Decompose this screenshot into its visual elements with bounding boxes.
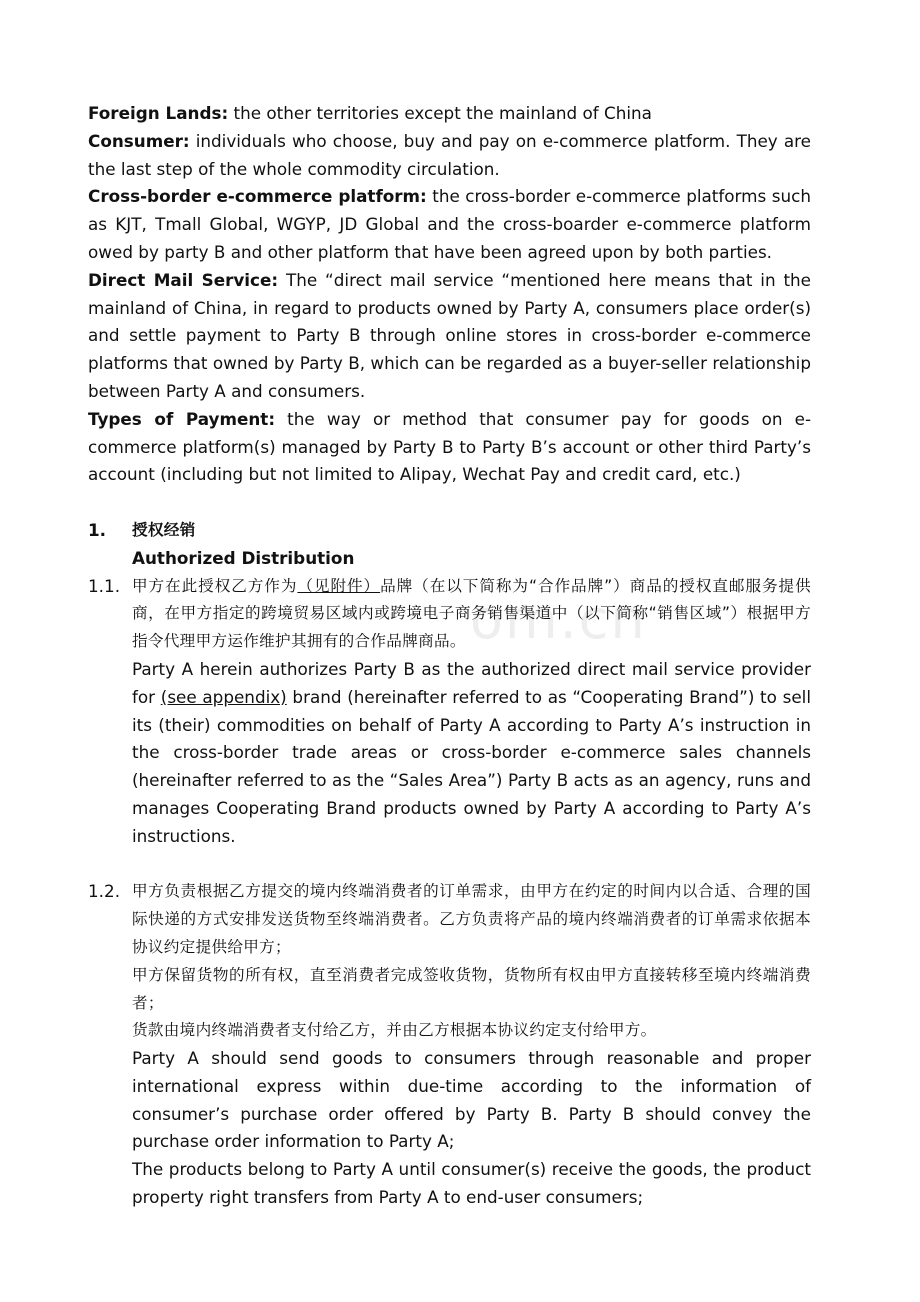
- definition-text: the cross-border e-commerce platforms such as KJT, Tmall Global, WGYP, JD Global and the cross-boarder e-commerce platform owed by party B and other platform that have been agreed upon by both parties.: [88, 186, 811, 262]
- clause-number: 1.2.: [88, 881, 121, 902]
- spacer: [88, 851, 811, 879]
- definition-text: the way or method that consumer pay for goods on e-commerce platform(s) managed by Party B to Party B’s account or other third Party’s account (including but not limited to Alipay, Wechat Pay and credit card, etc.): [88, 408, 811, 485]
- document-page: [88, 100, 811, 1212]
- section-number: 1.: [88, 519, 107, 540]
- definition-term: Types of Payment:: [88, 408, 276, 429]
- clause-zh-paragraph: 甲方负责根据乙方提交的境内终端消费者的订单需求，由甲方在约定的时间内以合适、合理的国际快递的方式安排发送货物至终端消费者。乙方负责将产品的境内终端消费者的订单需求依据本协议约定提供给甲方；: [132, 882, 811, 956]
- section-title-en: Authorized Distribution: [132, 547, 355, 568]
- definition-term: Consumer:: [88, 130, 190, 151]
- clause-number: 1.1.: [88, 575, 121, 596]
- clause-zh-text: 甲方在此授权乙方作为（见附件）品牌（在以下简称为“合作品牌”）商品的授权直邮服务提供商，在甲方指定的跨境贸易区域内或跨境电子商务销售渠道中（以下简称“销售区域”）根据甲方指令代理甲方运作维护其拥有的合作品牌商品。: [132, 576, 811, 651]
- appendix-link-zh[interactable]: （见附件）: [297, 576, 381, 595]
- spacer: [88, 489, 811, 517]
- section-1: [88, 517, 811, 573]
- definition-foreign-lands: [88, 100, 811, 128]
- definition-term: Direct Mail Service:: [88, 269, 279, 290]
- definition-platform: [88, 183, 811, 266]
- clause-zh-paragraph: 甲方保留货物的所有权，直至消费者完成签收货物，货物所有权由甲方直接转移至境内终端消费者；: [132, 965, 811, 1012]
- definition-consumer: [88, 128, 811, 184]
- section-title-zh: 授权经销: [132, 520, 196, 539]
- definition-payment: [88, 406, 811, 489]
- clause-en-text: Party A herein authorizes Party B as the authorized direct mail service provider for (see appendix) brand (hereinafter referred to as “Cooperating Brand”) to sell its (their) commodities on behalf of Party A according to Party A’s instruction in the cross-border trade areas or cross-border e-commerce sales channels (hereinafter referred to as the “Sales Area”) Party B acts as an agency, runs and manages Cooperating Brand products owned by Party A according to Party A’s instructions.: [132, 658, 811, 846]
- definition-term: Foreign Lands:: [88, 103, 229, 123]
- definition-text: the other territories except the mainland of China: [228, 103, 652, 123]
- appendix-link-en[interactable]: (see appendix): [160, 686, 287, 707]
- definition-text: The “direct mail service “mentioned here means that in the mainland of China, in regard to products owned by Party A, consumers place order(s) and settle payment to Party B through online stores in cross-border e-commerce platforms that owned by Party B, which can be regarded as a buyer-seller relationship between Party A and consumers.: [88, 269, 812, 401]
- definition-direct-mail: [88, 267, 811, 406]
- definition-term: Cross-border e-commerce platform:: [88, 186, 427, 207]
- clause-zh-paragraph: 货款由境内终端消费者支付给乙方，并由乙方根据本协议约定支付给甲方。: [132, 1021, 657, 1040]
- watermark: om.cn: [470, 588, 647, 651]
- clause-en-paragraph: The products belong to Party A until consumer(s) receive the goods, the product property right transfers from Party A to end-user consumers;: [132, 1159, 811, 1208]
- clause-1-1: [88, 573, 811, 851]
- clause-en-paragraph: Party A should send goods to consumers through reasonable and proper international express within due-time according to the information of consumer’s purchase order offered by Party B. Party B should convey the purchase order information to Party A;: [132, 1048, 811, 1152]
- definition-text: individuals who choose, buy and pay on e-commerce platform. They are the last step of the whole commodity circulation.: [88, 130, 811, 179]
- clause-1-2: [88, 878, 811, 1212]
